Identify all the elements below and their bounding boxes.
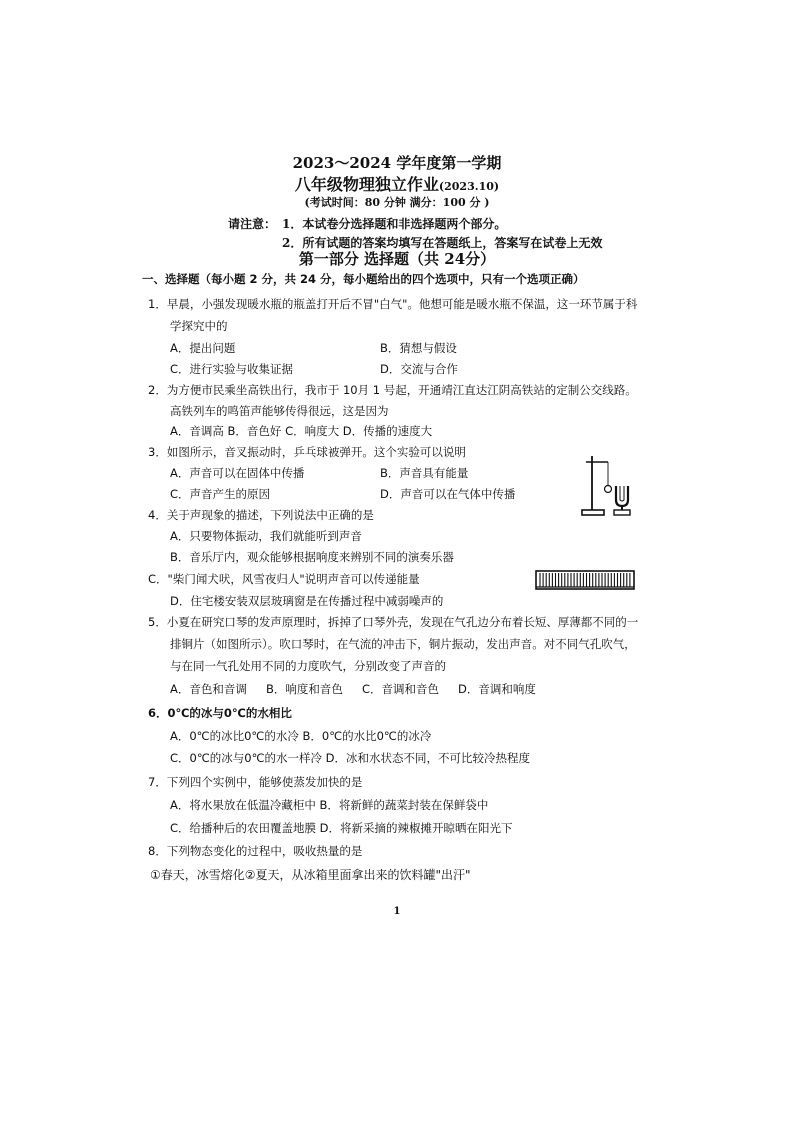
q5-option-c: C．音调和音色 xyxy=(362,682,440,696)
q7-options-ab: A．将水果放在低温冷藏柜中 B．将新鲜的蔬菜封装在保鲜袋中 xyxy=(170,798,489,812)
q8-items: ①春天，冰雪熔化②夏天，从冰箱里面拿出来的饮料罐"出汗" xyxy=(150,868,471,882)
q5-option-d: D．音调和响度 xyxy=(458,682,536,696)
q5-stem-line2: 排铜片（如图所示）。吹口琴时，在气流的冲击下，铜片振动，发出声音。对不同气孔吹气， xyxy=(170,637,636,651)
tuning-fork-figure xyxy=(578,448,640,520)
exam-title: 2023～2024 学年度第一学期 xyxy=(292,154,502,172)
q5-stem-line1: 5．小夏在研究口琴的发声原理时，拆掉了口琴外壳，发现在气孔边分布着长短、厚薄都不同的一 xyxy=(148,615,639,629)
q1-option-d: D．交流与合作 xyxy=(380,362,458,376)
q6-options-cd: C．0℃的冰与0℃的水一样冷 D．冰和水状态不同，不可比较冷热程度 xyxy=(170,751,531,765)
part-one-title: 第一部分 选择题（共 24分） xyxy=(298,250,496,268)
exam-subtitle xyxy=(0,172,794,195)
q1-option-a: A．提出问题 xyxy=(170,341,236,355)
notice-item-1: 1．本试卷分选择题和非选择题两个部分。 xyxy=(282,217,507,231)
section-heading: 一、选择题（每小题 2 分，共 24 分，每小题给出的四个选项中，只有一个选项正确） xyxy=(142,272,585,286)
q1-option-b: B．猜想与假设 xyxy=(380,341,457,355)
q1-stem-line2: 学探究中的 xyxy=(170,319,228,333)
q3-option-c: C．声音产生的原因 xyxy=(170,487,271,501)
q1-option-c: C．进行实验与收集证据 xyxy=(170,362,294,376)
q7-stem: 7．下列四个实例中，能够使蒸发加快的是 xyxy=(148,775,363,789)
q6-options-ab: A．0℃的冰比0℃的水冷 B．0℃的水比0℃的冰冷 xyxy=(170,729,432,743)
q4-option-c: C．"柴门闻犬吠，风雪夜归人"说明声音可以传递能量 xyxy=(148,572,420,586)
notice-label: 请注意： xyxy=(228,217,277,231)
q5-stem-line3: 与在同一气孔处用不同的力度吹气，分别改变了声音的 xyxy=(170,659,446,673)
q4-option-b: B．音乐厅内，观众能够根据响度来辨别不同的演奏乐器 xyxy=(170,550,454,564)
q1-stem-line1: 1．早晨，小强发现暖水瓶的瓶盖打开后不冒"白气"。他想可能是暖水瓶不保温，这一环节属于科 xyxy=(148,297,638,311)
harmonica-reeds-figure xyxy=(534,568,638,594)
exam-subtitle-text: 八年级物理独立作业 xyxy=(294,175,439,194)
q4-option-a: A．只要物体振动，我们就能听到声音 xyxy=(170,529,362,543)
q5-option-b: B．响度和音色 xyxy=(266,682,343,696)
q3-option-b: B．声音具有能量 xyxy=(380,466,469,480)
page-number: 1 xyxy=(393,906,401,917)
exam-info: (考试时间：80 分钟 满分：100 分 ) xyxy=(304,196,490,209)
q6-stem: 6．0℃的冰与0℃的水相比 xyxy=(148,706,292,720)
q2-options: A．音调高 B．音色好 C．响度大 D．传播的速度大 xyxy=(170,424,433,438)
q4-stem: 4．关于声现象的描述，下列说法中正确的是 xyxy=(148,508,374,522)
q2-stem-line1: 2．为方便市民乘坐高铁出行，我市于 10月 1 号起，开通靖江直达江阴高铁站的定制公交线路。 xyxy=(148,383,637,397)
q7-options-cd: C．给播种后的农田覆盖地膜 D．将新采摘的辣椒摊开晾晒在阳光下 xyxy=(170,821,513,835)
notice-item-2: 2．所有试题的答案均填写在答题纸上，答案写在试卷上无效 xyxy=(282,236,603,250)
q8-stem: 8．下列物态变化的过程中，吸收热量的是 xyxy=(148,844,363,858)
q2-stem-line2: 高铁列车的鸣笛声能够传得很远，这是因为 xyxy=(170,404,389,418)
q5-option-a: A．音色和音调 xyxy=(170,682,247,696)
q3-option-a: A．声音可以在固体中传播 xyxy=(170,466,305,480)
q3-stem: 3．如图所示，音叉振动时，乒乓球被弹开。这个实验可以说明 xyxy=(148,445,466,459)
q3-option-d: D．声音可以在气体中传播 xyxy=(380,487,516,501)
exam-date: (2023.10) xyxy=(438,180,500,193)
q4-option-d: D．住宅楼安装双层玻璃窗是在传播过程中减弱噪声的 xyxy=(170,594,444,608)
